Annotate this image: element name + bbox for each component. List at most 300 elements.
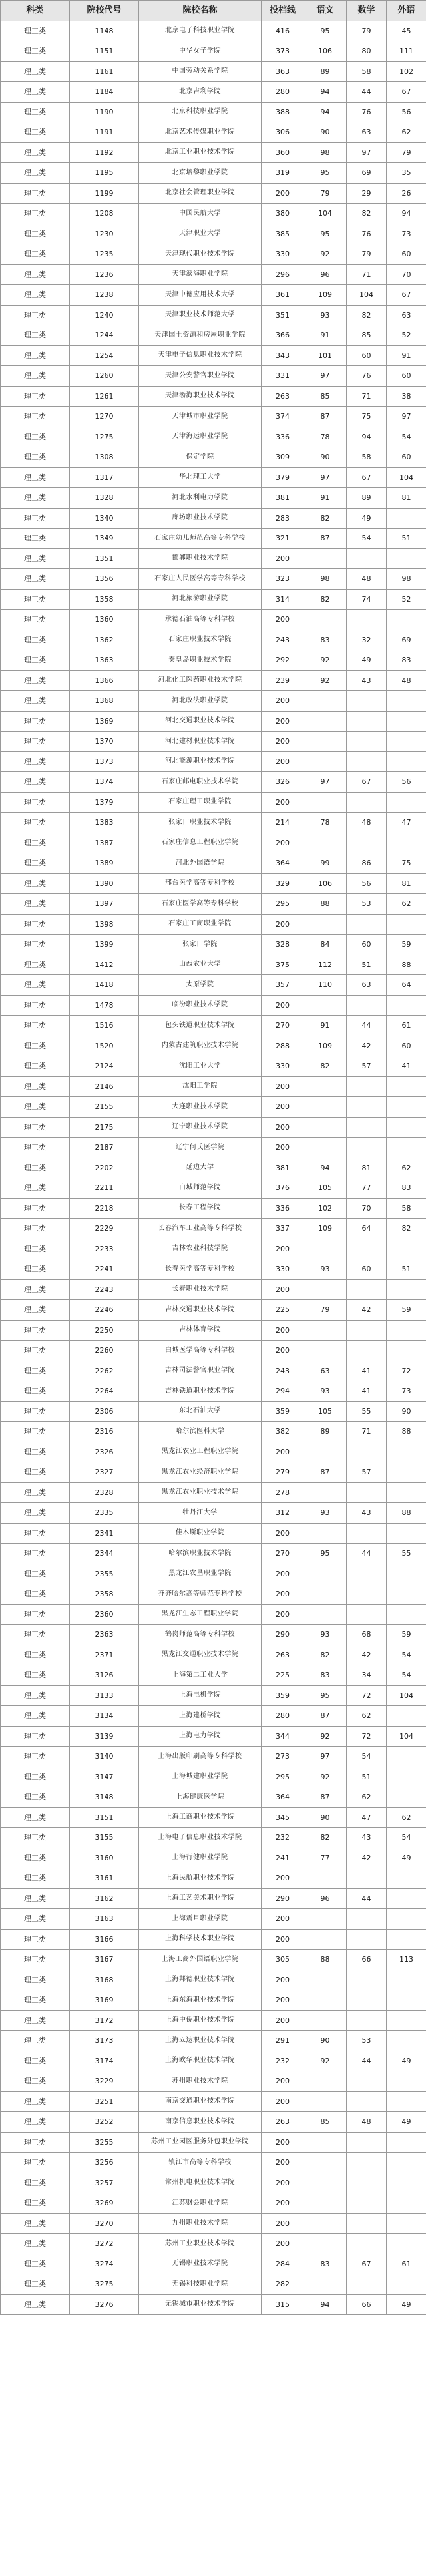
cell-school-name: 上海出版印刷高等专科学校 [139, 1747, 262, 1767]
cell-subject-type: 理工类 [1, 1868, 70, 1889]
cell-school-code: 1368 [70, 691, 139, 712]
cell-subject-type: 理工类 [1, 1279, 70, 1300]
table-row [1, 82, 426, 103]
cell-school-name: 苏州工业园区服务外包职业学院 [139, 2132, 262, 2153]
cell-foreign-language: 45 [387, 21, 426, 41]
cell-subject-type: 理工类 [1, 1259, 70, 1280]
table-row [1, 2031, 426, 2051]
cell-subject-type: 理工类 [1, 853, 70, 874]
cell-school-code: 1370 [70, 732, 139, 752]
cell-subject-type: 理工类 [1, 1564, 70, 1584]
cell-school-name: 中国民航大学 [139, 204, 262, 224]
cell-subject-type: 理工类 [1, 1036, 70, 1056]
cell-chinese: 97 [304, 366, 347, 387]
cell-subject-type: 理工类 [1, 1726, 70, 1747]
cell-school-name: 吉林农业科技学院 [139, 1239, 262, 1259]
cell-subject-type: 理工类 [1, 935, 70, 955]
cell-cutoff-score: 200 [262, 1239, 304, 1259]
cell-school-name: 东北石油大学 [139, 1401, 262, 1422]
cell-foreign-language: 88 [387, 1503, 426, 1524]
cell-school-name: 黑龙江农垦职业学院 [139, 1564, 262, 1584]
cell-school-name: 哈尔滨医科大学 [139, 1422, 262, 1442]
cell-cutoff-score: 336 [262, 427, 304, 447]
cell-cutoff-score: 306 [262, 122, 304, 143]
cell-school-name: 黑龙江农业工程职业学院 [139, 1442, 262, 1462]
cell-school-name: 廊坊职业技术学院 [139, 508, 262, 529]
cell-foreign-language: 98 [387, 569, 426, 590]
cell-school-code: 1151 [70, 41, 139, 62]
cell-school-code: 1340 [70, 508, 139, 529]
cell-foreign-language: 58 [387, 1198, 426, 1219]
table-row [1, 1097, 426, 1118]
table-row [1, 2071, 426, 2092]
cell-school-name: 临汾职业技术学院 [139, 995, 262, 1016]
table-row [1, 548, 426, 569]
cell-school-name: 天津职业技术师范大学 [139, 305, 262, 325]
cell-chinese: 102 [304, 1198, 347, 1219]
cell-math: 62 [347, 1706, 387, 1727]
cell-school-name: 天津滨海职业学院 [139, 264, 262, 285]
cell-school-code: 3275 [70, 2274, 139, 2295]
cell-math [347, 1523, 387, 1544]
cell-cutoff-score: 381 [262, 1158, 304, 1178]
cell-cutoff-score: 359 [262, 1685, 304, 1706]
cell-foreign-language: 38 [387, 386, 426, 407]
cell-math: 67 [347, 2254, 387, 2274]
cell-school-code: 3269 [70, 2193, 139, 2214]
cell-school-code: 3147 [70, 1767, 139, 1787]
cell-foreign-language: 41 [387, 1056, 426, 1077]
cell-school-name: 江苏财会职业学院 [139, 2193, 262, 2214]
cell-math: 97 [347, 142, 387, 163]
cell-school-code: 1516 [70, 1016, 139, 1036]
cell-chinese: 95 [304, 224, 347, 244]
table-row [1, 1807, 426, 1828]
cell-school-code: 2358 [70, 1584, 139, 1605]
cell-chinese: 98 [304, 569, 347, 590]
cell-foreign-language: 81 [387, 488, 426, 509]
cell-cutoff-score: 361 [262, 285, 304, 306]
cell-subject-type: 理工类 [1, 1990, 70, 2011]
cell-foreign-language: 104 [387, 467, 426, 488]
cell-foreign-language [387, 1970, 426, 1990]
cell-subject-type: 理工类 [1, 1929, 70, 1950]
cell-foreign-language: 49 [387, 2294, 426, 2315]
cell-subject-type: 理工类 [1, 1787, 70, 1808]
cell-subject-type: 理工类 [1, 610, 70, 630]
cell-school-code: 3257 [70, 2173, 139, 2193]
cell-foreign-language: 35 [387, 163, 426, 184]
cell-subject-type: 理工类 [1, 122, 70, 143]
cell-school-name: 邢台医学高等专科学校 [139, 873, 262, 894]
cell-cutoff-score: 309 [262, 447, 304, 468]
cell-chinese: 83 [304, 2254, 347, 2274]
cell-school-name: 长春医学高等专科学校 [139, 1259, 262, 1280]
cell-cutoff-score: 330 [262, 1056, 304, 1077]
cell-school-code: 3252 [70, 2112, 139, 2133]
cell-subject-type: 理工类 [1, 224, 70, 244]
table-row [1, 772, 426, 793]
table-row [1, 1503, 426, 1524]
cell-cutoff-score: 283 [262, 508, 304, 529]
cell-chinese: 101 [304, 345, 347, 366]
cell-math [347, 1097, 387, 1118]
cell-subject-type: 理工类 [1, 264, 70, 285]
table-row [1, 1970, 426, 1990]
table-row [1, 670, 426, 691]
cell-foreign-language: 94 [387, 204, 426, 224]
table-row [1, 142, 426, 163]
cell-foreign-language [387, 1462, 426, 1483]
cell-school-name: 上海立达职业技术学院 [139, 2031, 262, 2051]
cell-chinese: 82 [304, 1828, 347, 1848]
cell-cutoff-score: 243 [262, 1361, 304, 1381]
cell-subject-type: 理工类 [1, 1219, 70, 1239]
cell-cutoff-score: 328 [262, 935, 304, 955]
cell-school-name: 石家庄医学高等专科学校 [139, 894, 262, 915]
cell-chinese: 92 [304, 2051, 347, 2071]
cell-school-code: 1308 [70, 447, 139, 468]
cell-school-name: 北京吉利学院 [139, 82, 262, 103]
cell-foreign-language: 56 [387, 102, 426, 122]
cell-school-name: 河北化工医药职业技术学院 [139, 670, 262, 691]
cell-subject-type: 理工类 [1, 1076, 70, 1097]
cell-school-name: 黑龙江农业经济职业学院 [139, 1462, 262, 1483]
cell-cutoff-score: 351 [262, 305, 304, 325]
table-row [1, 935, 426, 955]
cell-math: 76 [347, 102, 387, 122]
cell-subject-type: 理工类 [1, 1950, 70, 1970]
cell-foreign-language: 47 [387, 813, 426, 833]
table-row [1, 163, 426, 184]
cell-school-code: 3251 [70, 2091, 139, 2112]
table-row [1, 447, 426, 468]
cell-cutoff-score: 288 [262, 1036, 304, 1056]
cell-subject-type: 理工类 [1, 1482, 70, 1503]
cell-subject-type: 理工类 [1, 1645, 70, 1665]
cell-math: 71 [347, 386, 387, 407]
cell-school-name: 石家庄职业技术学院 [139, 630, 262, 650]
cell-cutoff-score: 200 [262, 2071, 304, 2092]
cell-school-code: 2327 [70, 1462, 139, 1483]
cell-foreign-language [387, 1909, 426, 1930]
cell-foreign-language [387, 2132, 426, 2153]
cell-subject-type: 理工类 [1, 1604, 70, 1625]
cell-school-name: 包头铁道职业技术学院 [139, 1016, 262, 1036]
cell-subject-type: 理工类 [1, 1625, 70, 1645]
table-row [1, 1138, 426, 1158]
cell-subject-type: 理工类 [1, 244, 70, 265]
cell-chinese: 82 [304, 1645, 347, 1665]
cell-subject-type: 理工类 [1, 2173, 70, 2193]
cell-math: 79 [347, 244, 387, 265]
cell-math [347, 1239, 387, 1259]
cell-school-code: 3162 [70, 1888, 139, 1909]
cell-school-name: 南京交通职业技术学院 [139, 2091, 262, 2112]
table-row [1, 1341, 426, 1361]
cell-math: 82 [347, 305, 387, 325]
cell-math [347, 1117, 387, 1138]
cell-subject-type: 理工类 [1, 569, 70, 590]
cell-subject-type: 理工类 [1, 41, 70, 62]
cell-school-name: 太原学院 [139, 975, 262, 996]
table-row [1, 955, 426, 975]
cell-subject-type: 理工类 [1, 1198, 70, 1219]
cell-cutoff-score: 200 [262, 1097, 304, 1118]
cell-math: 48 [347, 813, 387, 833]
cell-cutoff-score: 200 [262, 1341, 304, 1361]
cell-math [347, 2213, 387, 2234]
table-row [1, 325, 426, 346]
cell-cutoff-score: 200 [262, 2091, 304, 2112]
table-row [1, 1158, 426, 1178]
table-row [1, 41, 426, 62]
cell-chinese: 97 [304, 772, 347, 793]
table-row [1, 2010, 426, 2031]
cell-cutoff-score: 200 [262, 1279, 304, 1300]
table-row [1, 1178, 426, 1199]
cell-school-code: 1383 [70, 813, 139, 833]
header-row [1, 1, 426, 21]
cell-cutoff-score: 200 [262, 1970, 304, 1990]
cell-chinese: 87 [304, 1787, 347, 1808]
cell-subject-type: 理工类 [1, 1584, 70, 1605]
cell-school-name: 天津城市职业学院 [139, 407, 262, 427]
table-row [1, 467, 426, 488]
cell-foreign-language: 63 [387, 305, 426, 325]
cell-chinese [304, 1523, 347, 1544]
cell-subject-type: 理工类 [1, 2274, 70, 2295]
cell-chinese [304, 1138, 347, 1158]
cell-school-code: 2335 [70, 1503, 139, 1524]
cell-school-code: 1363 [70, 650, 139, 671]
cell-math: 53 [347, 894, 387, 915]
cell-subject-type: 理工类 [1, 1422, 70, 1442]
cell-chinese: 97 [304, 467, 347, 488]
cell-school-name: 石家庄信息工程职业学院 [139, 833, 262, 853]
cell-school-code: 1351 [70, 548, 139, 569]
cell-subject-type: 理工类 [1, 2132, 70, 2153]
table-row [1, 569, 426, 590]
cell-subject-type: 理工类 [1, 1544, 70, 1564]
cell-subject-type: 理工类 [1, 1239, 70, 1259]
cell-cutoff-score: 200 [262, 548, 304, 569]
cell-math: 67 [347, 772, 387, 793]
cell-chinese: 90 [304, 1807, 347, 1828]
cell-school-code: 2218 [70, 1198, 139, 1219]
cell-chinese [304, 2153, 347, 2173]
cell-foreign-language [387, 1584, 426, 1605]
cell-subject-type: 理工类 [1, 305, 70, 325]
cell-chinese [304, 1117, 347, 1138]
table-row [1, 2132, 426, 2153]
cell-school-name: 石家庄理工职业学院 [139, 792, 262, 813]
cell-math: 48 [347, 2112, 387, 2133]
cell-subject-type: 理工类 [1, 2234, 70, 2254]
cell-school-name: 上海邦德职业技术学院 [139, 1970, 262, 1990]
cell-school-name: 吉林交通职业技术学院 [139, 1300, 262, 1321]
cell-school-name: 天津渤海职业技术学院 [139, 386, 262, 407]
cell-school-code: 3148 [70, 1787, 139, 1808]
cell-school-name: 沈阳工学院 [139, 1076, 262, 1097]
table-row [1, 61, 426, 82]
cell-foreign-language [387, 2173, 426, 2193]
cell-cutoff-score: 282 [262, 2274, 304, 2295]
table-row [1, 2091, 426, 2112]
cell-cutoff-score: 270 [262, 1544, 304, 1564]
table-row [1, 407, 426, 427]
cell-chinese [304, 1320, 347, 1341]
cell-cutoff-score: 280 [262, 82, 304, 103]
cell-cutoff-score: 292 [262, 650, 304, 671]
cell-math: 32 [347, 630, 387, 650]
cell-math: 42 [347, 1036, 387, 1056]
cell-foreign-language [387, 732, 426, 752]
cell-school-code: 2328 [70, 1482, 139, 1503]
cell-school-name: 天津国土资源和房屋职业学院 [139, 325, 262, 346]
cell-cutoff-score: 263 [262, 2112, 304, 2133]
cell-foreign-language: 97 [387, 407, 426, 427]
cell-school-code: 1418 [70, 975, 139, 996]
cell-chinese: 97 [304, 1747, 347, 1767]
table-row [1, 427, 426, 447]
table-row [1, 1056, 426, 1077]
cell-school-code: 2363 [70, 1625, 139, 1645]
table-row [1, 1239, 426, 1259]
cell-math: 62 [347, 1787, 387, 1808]
cell-chinese [304, 1564, 347, 1584]
cell-subject-type: 理工类 [1, 1848, 70, 1868]
cell-school-code: 3270 [70, 2213, 139, 2234]
cell-cutoff-score: 305 [262, 1950, 304, 1970]
cell-math [347, 2091, 387, 2112]
cell-cutoff-score: 214 [262, 813, 304, 833]
cell-school-code: 1260 [70, 366, 139, 387]
cell-school-name: 上海东海职业技术学院 [139, 1990, 262, 2011]
cell-subject-type: 理工类 [1, 21, 70, 41]
header-school-code: 院校代号 [70, 1, 139, 21]
cell-school-name: 上海第二工业大学 [139, 1665, 262, 1686]
cell-math: 43 [347, 1828, 387, 1848]
cell-chinese: 95 [304, 163, 347, 184]
cell-math: 79 [347, 21, 387, 41]
cell-school-code: 2360 [70, 1604, 139, 1625]
cell-math: 71 [347, 264, 387, 285]
cell-math [347, 995, 387, 1016]
table-row [1, 183, 426, 204]
cell-school-name: 上海城建职业学院 [139, 1767, 262, 1787]
cell-foreign-language: 49 [387, 2112, 426, 2133]
cell-math: 54 [347, 1747, 387, 1767]
cell-subject-type: 理工类 [1, 2153, 70, 2173]
cell-subject-type: 理工类 [1, 975, 70, 996]
cell-chinese [304, 1584, 347, 1605]
table-row [1, 1523, 426, 1544]
cell-chinese [304, 1990, 347, 2011]
cell-foreign-language: 54 [387, 427, 426, 447]
cell-math: 104 [347, 285, 387, 306]
cell-math: 58 [347, 447, 387, 468]
cell-math: 74 [347, 589, 387, 610]
cell-foreign-language: 52 [387, 325, 426, 346]
cell-school-name: 上海科学技术职业学院 [139, 1929, 262, 1950]
cell-school-name: 长春职业技术学院 [139, 1279, 262, 1300]
cell-foreign-language: 111 [387, 41, 426, 62]
cell-foreign-language: 62 [387, 1158, 426, 1178]
cell-foreign-language: 69 [387, 630, 426, 650]
cell-subject-type: 理工类 [1, 2051, 70, 2071]
cell-foreign-language: 104 [387, 1726, 426, 1747]
cell-school-name: 张家口学院 [139, 935, 262, 955]
cell-subject-type: 理工类 [1, 2031, 70, 2051]
cell-foreign-language [387, 1076, 426, 1097]
cell-math: 85 [347, 325, 387, 346]
cell-math [347, 548, 387, 569]
cell-math: 51 [347, 955, 387, 975]
cell-school-code: 1190 [70, 102, 139, 122]
cell-cutoff-score: 295 [262, 1767, 304, 1787]
cell-foreign-language [387, 2010, 426, 2031]
cell-cutoff-score: 200 [262, 1117, 304, 1138]
cell-subject-type: 理工类 [1, 1097, 70, 1118]
cell-chinese: 87 [304, 407, 347, 427]
cell-math: 51 [347, 1767, 387, 1787]
cell-cutoff-score: 321 [262, 529, 304, 549]
table-row [1, 1482, 426, 1503]
cell-chinese [304, 1604, 347, 1625]
cell-cutoff-score: 375 [262, 955, 304, 975]
cell-foreign-language [387, 1239, 426, 1259]
cell-cutoff-score: 232 [262, 1828, 304, 1848]
cell-school-name: 上海工艺美术职业学院 [139, 1888, 262, 1909]
cell-school-code: 1195 [70, 163, 139, 184]
cell-cutoff-score: 381 [262, 488, 304, 509]
cell-math [347, 1909, 387, 1930]
table-row [1, 1990, 426, 2011]
cell-school-name: 长春工程学院 [139, 1198, 262, 1219]
cell-chinese: 82 [304, 589, 347, 610]
cell-school-name: 北京社会管理职业学院 [139, 183, 262, 204]
cell-foreign-language: 113 [387, 1950, 426, 1970]
table-row [1, 2193, 426, 2214]
cell-school-code: 2341 [70, 1523, 139, 1544]
table-row [1, 833, 426, 853]
cell-school-name: 吉林铁道职业技术学院 [139, 1381, 262, 1402]
cell-school-name: 延边大学 [139, 1158, 262, 1178]
cell-school-name: 河北建材职业技术学院 [139, 732, 262, 752]
cell-school-name: 苏州职业技术学院 [139, 2071, 262, 2092]
cell-math: 41 [347, 1361, 387, 1381]
cell-cutoff-score: 200 [262, 751, 304, 772]
cell-chinese: 104 [304, 204, 347, 224]
table-row [1, 1462, 426, 1483]
cell-cutoff-score: 200 [262, 1584, 304, 1605]
table-row [1, 2254, 426, 2274]
cell-cutoff-score: 373 [262, 41, 304, 62]
cell-school-name: 天津海运职业学院 [139, 427, 262, 447]
cell-cutoff-score: 200 [262, 2213, 304, 2234]
cell-math: 94 [347, 427, 387, 447]
cell-cutoff-score: 295 [262, 894, 304, 915]
table-row [1, 610, 426, 630]
cell-math: 42 [347, 1300, 387, 1321]
cell-school-code: 3133 [70, 1685, 139, 1706]
cell-school-code: 3174 [70, 2051, 139, 2071]
table-row [1, 1544, 426, 1564]
cell-math: 60 [347, 935, 387, 955]
cell-subject-type: 理工类 [1, 914, 70, 935]
cell-subject-type: 理工类 [1, 833, 70, 853]
